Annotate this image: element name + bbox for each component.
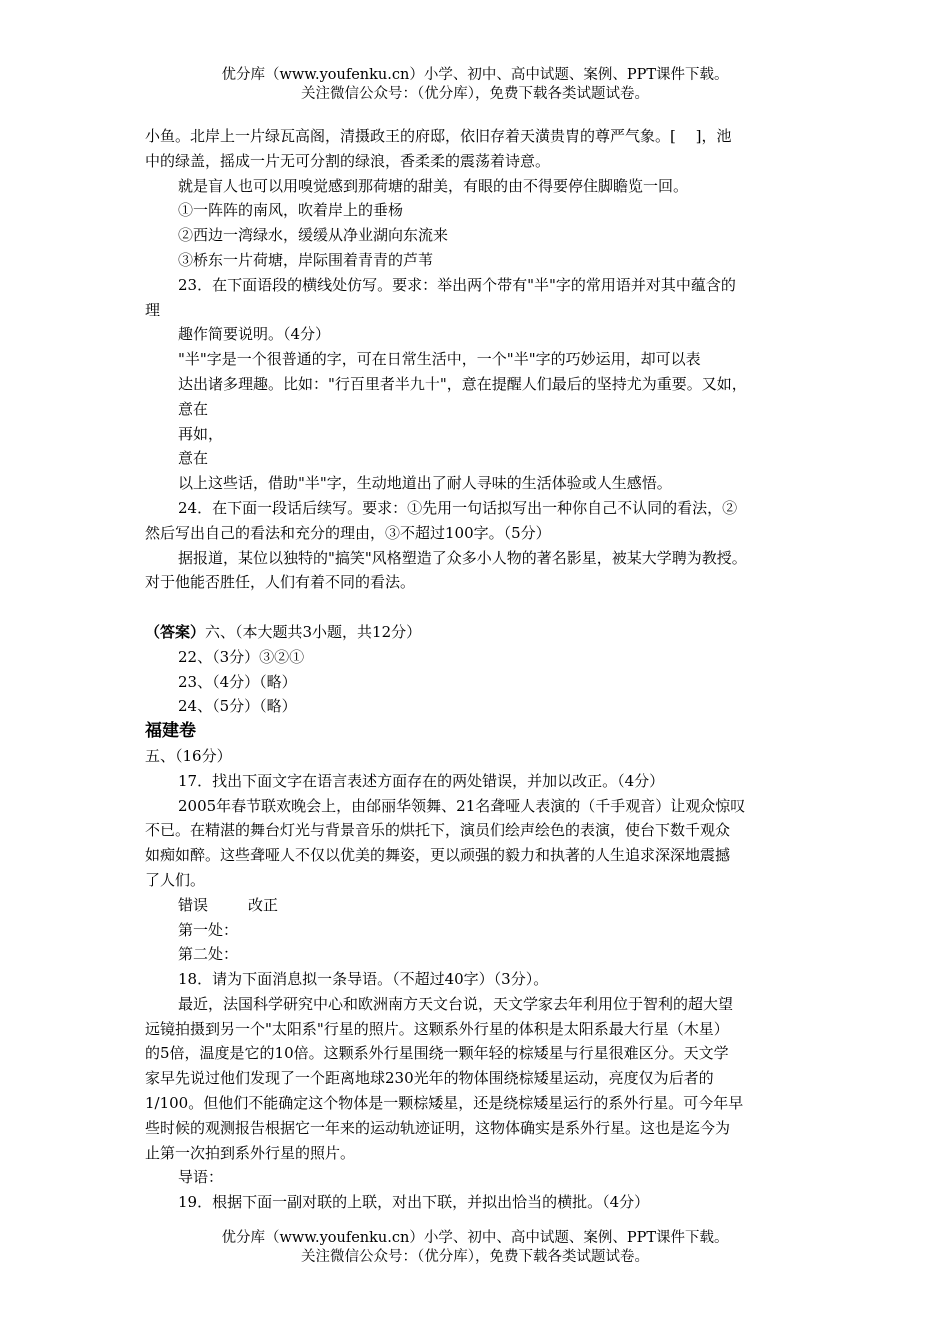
question-19-prompt: 19．根据下面一副对联的上联，对出下联，并拟出恰当的横批。（4分） <box>178 1193 650 1212</box>
question-18-passage: 最近，法国科学研究中心和欧洲南方天文台说，天文学家去年利用位于智利的超大望 <box>178 994 734 1013</box>
question-17-passage: 了人们。 <box>145 870 206 889</box>
section-five-heading: 五、（16分） <box>145 746 232 765</box>
question-23-blank-line: 意在 <box>178 399 209 418</box>
question-17-first: 第一处： <box>178 920 239 939</box>
question-23-blank-line: 再如， <box>178 424 224 443</box>
question-18-prompt: 18．请为下面消息拟一条导语。（不超过40字）（3分）。 <box>178 970 549 989</box>
question-18-passage: 的5倍，温度是它的10倍。这颗系外行星围绕一颗年轻的棕矮星与行星很难区分。天文学 <box>145 1044 729 1063</box>
paragraph-line: 就是盲人也可以用嗅觉感到那荷塘的甜美，有眼的由不得要停住脚瞻览一回。 <box>178 176 689 195</box>
question-24-prompt-cont: 然后写出自己的看法和充分的理由，③不超过100字。（5分） <box>145 523 551 542</box>
question-24-passage: 据报道，某位以独特的"搞笑"风格塑造了众多小人物的著名影星，被某大学聘为教授。 <box>178 548 747 567</box>
page-footer <box>0 1229 950 1267</box>
question-18-lead: 导语： <box>178 1168 224 1187</box>
answer-section-title: 六、（本大题共3小题，共12分） <box>205 622 422 641</box>
header-line-2: 关注微信公众号：（优分库），免费下载各类试题试卷。 <box>301 86 649 102</box>
page-header <box>0 66 950 104</box>
answer-22: 22、（3分）③②① <box>178 647 305 666</box>
option-3: ③桥东一片荷塘，岸际围着青青的芦苇 <box>178 250 434 269</box>
header-line-1: 优分库（www.youfenku.cn）小学、初中、高中试题、案例、PPT课件下载。 <box>221 67 729 83</box>
answer-23: 23、（4分）（略） <box>178 672 297 691</box>
question-17-prompt: 17．找出下面文字在语言表述方面存在的两处错误，并加以改正。（4分） <box>178 771 665 790</box>
footer-line-2: 关注微信公众号：（优分库），免费下载各类试题试卷。 <box>301 1249 649 1265</box>
section-title-fujian: 福建卷 <box>145 721 196 742</box>
question-18-passage: 家早先说过他们发现了一个距离地球230光年的物体围绕棕矮星运动，亮度仅为后者的 <box>145 1069 714 1088</box>
question-23-passage: 以上这些话，借助"半"字，生动地道出了耐人寻味的生活体验或人生感悟。 <box>178 474 672 493</box>
question-18-passage: 远镜拍摄到另一个"太阳系"行星的照片。这颗系外行星的体积是太阳系最大行星（木星） <box>145 1019 729 1038</box>
option-2: ②西边一湾绿水，缓缓从净业湖向东流来 <box>178 226 449 245</box>
footer-line-1: 优分库（www.youfenku.cn）小学、初中、高中试题、案例、PPT课件下载。 <box>221 1230 729 1246</box>
question-24-passage: 对于他能否胜任，人们有着不同的看法。 <box>145 573 416 592</box>
question-17-columns <box>145 893 825 918</box>
paragraph-line: 中的绿盖，摇成一片无可分割的绿浪，香柔柔的震荡着诗意。 <box>145 151 551 170</box>
paragraph-line: 小鱼。北岸上一片绿瓦高阁，清摄政王的府邸，依旧存着天潢贵胄的尊严气象。[ ]，池 <box>145 127 732 145</box>
question-23-prompt-cont: 理 <box>145 300 161 319</box>
question-23-blank-line: 意在 <box>178 449 209 468</box>
document-body <box>145 124 825 1215</box>
question-23-passage: 达出诸多理趣。比如："行百里者半九十"，意在提醒人们最后的坚持尤为重要。又如， <box>178 374 747 393</box>
option-1: ①一阵阵的南风，吹着岸上的垂杨 <box>178 201 404 220</box>
answer-24: 24、（5分）（略） <box>178 697 297 716</box>
question-17-passage: 2005年春节联欢晚会上，由邰丽华领舞、21名聋哑人表演的（千手观音）让观众惊叹 <box>178 796 746 815</box>
answer-label: （答案） <box>145 622 206 641</box>
question-17-passage: 不已。在精湛的舞台灯光与背景音乐的烘托下，演员们绘声绘色的表演，使台下数千观众 <box>145 821 731 840</box>
question-23-prompt: 23．在下面语段的横线处仿写。要求：举出两个带有"半"字的常用语并对其中蕴含的 <box>178 275 736 294</box>
question-23-prompt-cont: 趣作简要说明。（4分） <box>178 325 331 344</box>
error-column-label: 错误 <box>178 895 209 914</box>
answer-heading <box>145 620 825 645</box>
question-23-passage: "半"字是一个很普通的字，可在日常生活中，一个"半"字的巧妙运用，却可以表 <box>178 350 701 369</box>
question-17-second: 第二处： <box>178 945 239 964</box>
correction-column-label: 改正 <box>248 895 279 914</box>
question-17-passage: 如痴如醉。这些聋哑人不仅以优美的舞姿，更以顽强的毅力和执著的人生追求深深地震撼 <box>145 846 731 865</box>
question-18-passage: 1/100。但他们不能确定这个物体是一颗棕矮星，还是绕棕矮星运行的系外行星。可今年早 <box>145 1094 744 1113</box>
question-18-passage: 止第一次拍到系外行星的照片。 <box>145 1143 356 1162</box>
question-18-passage: 些时候的观测报告根据它一年来的运动轨迹证明，这物体确实是系外行星。这也是迄今为 <box>145 1118 731 1137</box>
question-24-prompt: 24．在下面一段话后续写。要求：①先用一句话拟写出一种你自己不认同的看法，② <box>178 498 738 517</box>
